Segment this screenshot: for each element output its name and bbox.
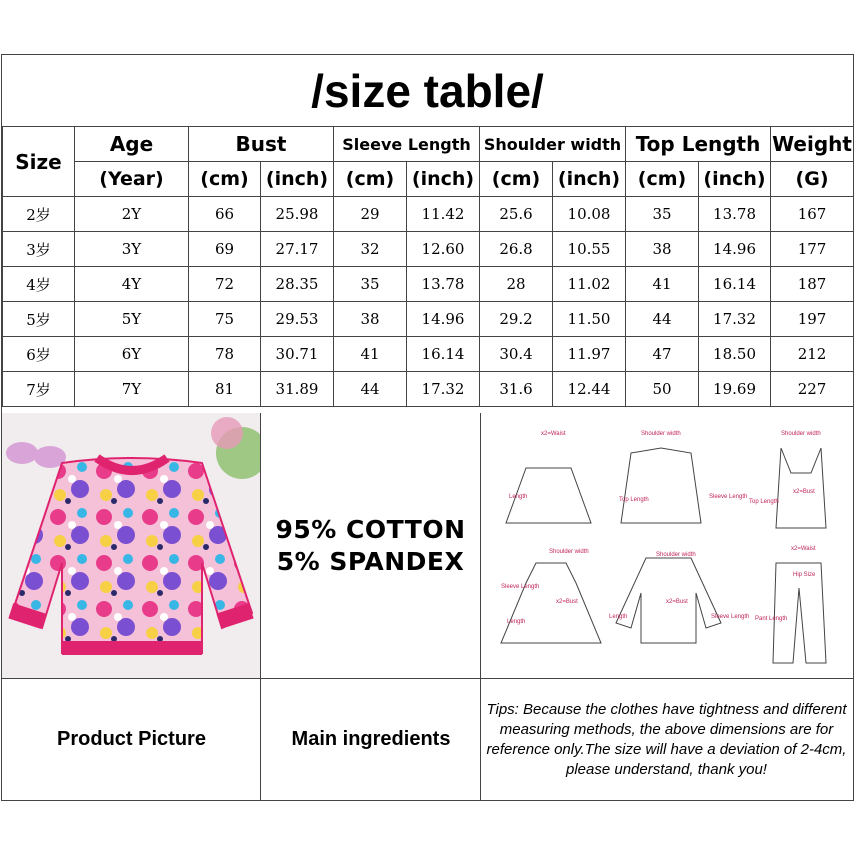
- cell-sleeve-in: 17.32: [407, 372, 480, 407]
- cell-age: 7Y: [75, 372, 189, 407]
- page-title: /size table/: [2, 55, 853, 127]
- header-top-length: Top Length: [626, 127, 771, 162]
- header-top-cm: (cm): [626, 162, 699, 197]
- cell-shoulder-in: 11.97: [553, 337, 626, 372]
- diagram-length-label-2: Length: [507, 619, 526, 625]
- header-shoulder-cm: (cm): [480, 162, 553, 197]
- table-row: [3, 232, 854, 267]
- cell-bust-in: 30.71: [261, 337, 334, 372]
- main-ingredients-label: Main ingredients: [291, 728, 451, 750]
- cell-weight: 187: [771, 267, 854, 302]
- cell-shoulder-in: 10.08: [553, 197, 626, 232]
- size-table: [2, 126, 854, 407]
- cell-weight: 167: [771, 197, 854, 232]
- cell-age: 5Y: [75, 302, 189, 337]
- table-row: [3, 267, 854, 302]
- cell-age: 2Y: [75, 197, 189, 232]
- tips-text: Tips: Because the clothes have tightness and different measuring methods, the above dimensions are for reference only.The size will have a deviation of 2-4cm, please understand, thank you!: [486, 700, 847, 778]
- ingredient-cotton: 95% COTTON: [275, 514, 466, 544]
- dress-icon: [501, 563, 601, 643]
- diagram-length-label-1: Length: [509, 494, 528, 500]
- diagram-sleeve-length-label-1: Sleeve Length: [709, 494, 748, 500]
- diagram-shoulder-label-1: Shoulder width: [641, 431, 681, 437]
- cell-top-cm: 50: [626, 372, 699, 407]
- cell-bust-in: 31.89: [261, 372, 334, 407]
- cell-size: 7岁: [3, 372, 75, 407]
- header-age: Age: [75, 127, 189, 162]
- cell-shoulder-in: 10.55: [553, 232, 626, 267]
- header-row-1: [3, 127, 854, 162]
- header-shoulder-inch: (inch): [553, 162, 626, 197]
- cell-sleeve-cm: 38: [334, 302, 407, 337]
- table-row: [3, 337, 854, 372]
- table-row: [3, 372, 854, 407]
- jacket-icon: [621, 448, 701, 523]
- cell-bust-in: 25.98: [261, 197, 334, 232]
- ingredient-spandex: 5% SPANDEX: [276, 546, 465, 576]
- cell-sleeve-cm: 29: [334, 197, 407, 232]
- header-bust-cm: (cm): [189, 162, 261, 197]
- header-top-inch: (inch): [699, 162, 771, 197]
- diagram-bust-label-3: x2=Bust: [666, 599, 688, 605]
- vest-icon: [776, 448, 826, 528]
- diagram-pant-length-label: Pant Length: [755, 616, 788, 622]
- diagram-top-length-label-1: Top Length: [619, 497, 649, 503]
- cell-sleeve-cm: 32: [334, 232, 407, 267]
- cell-top-in: 13.78: [699, 197, 771, 232]
- cell-shoulder-cm: 25.6: [480, 197, 553, 232]
- header-sleeve-inch: (inch): [407, 162, 480, 197]
- cell-sleeve-in: 16.14: [407, 337, 480, 372]
- cell-size: 2岁: [3, 197, 75, 232]
- cell-sleeve-in: 14.96: [407, 302, 480, 337]
- cell-shoulder-cm: 31.6: [480, 372, 553, 407]
- diagram-waist-label: x2=Waist: [541, 431, 566, 437]
- pants-icon: [773, 563, 826, 663]
- cell-age: 4Y: [75, 267, 189, 302]
- diagram-sleeve-length-label-2: Sleeve Length: [501, 584, 540, 590]
- cell-weight: 177: [771, 232, 854, 267]
- cell-bust-cm: 78: [189, 337, 261, 372]
- cell-top-in: 14.96: [699, 232, 771, 267]
- cell-top-cm: 35: [626, 197, 699, 232]
- cell-shoulder-cm: 28: [480, 267, 553, 302]
- cell-sleeve-cm: 41: [334, 337, 407, 372]
- diagram-shoulder-label-2: Shoulder width: [781, 431, 821, 437]
- product-picture-label: Product Picture: [57, 728, 206, 750]
- cell-sleeve-cm: 35: [334, 267, 407, 302]
- cell-top-cm: 47: [626, 337, 699, 372]
- diagram-sleeve-length-label-3: Sleeve Length: [711, 614, 750, 620]
- cell-size: 5岁: [3, 302, 75, 337]
- cell-shoulder-in: 11.02: [553, 267, 626, 302]
- cell-shoulder-in: 11.50: [553, 302, 626, 337]
- cell-top-in: 18.50: [699, 337, 771, 372]
- cell-top-in: 19.69: [699, 372, 771, 407]
- cell-bust-cm: 66: [189, 197, 261, 232]
- cell-weight: 227: [771, 372, 854, 407]
- cell-size: 3岁: [3, 232, 75, 267]
- cell-age: 6Y: [75, 337, 189, 372]
- cell-bust-in: 28.35: [261, 267, 334, 302]
- cell-shoulder-cm: 26.8: [480, 232, 553, 267]
- header-size: Size: [3, 127, 75, 197]
- diagram-bust-label-1: x2=Bust: [793, 489, 815, 495]
- diagram-hip-label: Hip Size: [793, 572, 816, 578]
- cell-top-cm: 38: [626, 232, 699, 267]
- header-sleeve-cm: (cm): [334, 162, 407, 197]
- cell-age: 3Y: [75, 232, 189, 267]
- cell-sleeve-in: 12.60: [407, 232, 480, 267]
- cell-bust-cm: 72: [189, 267, 261, 302]
- cell-weight: 197: [771, 302, 854, 337]
- cell-bust-in: 29.53: [261, 302, 334, 337]
- bottom-section: [2, 413, 853, 800]
- cell-sleeve-in: 11.42: [407, 197, 480, 232]
- cell-size: 6岁: [3, 337, 75, 372]
- cell-top-in: 16.14: [699, 267, 771, 302]
- table-row: [3, 197, 854, 232]
- header-sleeve-length: Sleeve Length: [334, 127, 480, 162]
- cell-weight: 212: [771, 337, 854, 372]
- cell-shoulder-cm: 29.2: [480, 302, 553, 337]
- cell-sleeve-cm: 44: [334, 372, 407, 407]
- header-bust: Bust: [189, 127, 334, 162]
- cell-top-cm: 44: [626, 302, 699, 337]
- cell-top-cm: 41: [626, 267, 699, 302]
- header-row-2: [3, 162, 854, 197]
- diagram-length-label-3: Length: [609, 614, 628, 620]
- size-chart-frame: [1, 54, 854, 801]
- measurement-diagrams: [481, 413, 853, 678]
- cell-bust-cm: 69: [189, 232, 261, 267]
- header-weight-unit: (G): [771, 162, 854, 197]
- cell-top-in: 17.32: [699, 302, 771, 337]
- cell-shoulder-cm: 30.4: [480, 337, 553, 372]
- diagram-bust-label-2: x2=Bust: [556, 599, 578, 605]
- header-bust-inch: (inch): [261, 162, 334, 197]
- cell-size: 4岁: [3, 267, 75, 302]
- garment-diagrams: [481, 413, 853, 678]
- cell-bust-cm: 81: [189, 372, 261, 407]
- cell-sleeve-in: 13.78: [407, 267, 480, 302]
- diagram-waist-label-2: x2=Waist: [791, 546, 816, 552]
- cell-bust-in: 27.17: [261, 232, 334, 267]
- table-row: [3, 302, 854, 337]
- cell-shoulder-in: 12.44: [553, 372, 626, 407]
- header-age-unit: (Year): [75, 162, 189, 197]
- header-weight: Weight: [771, 127, 854, 162]
- diagram-shoulder-label-4: Shoulder width: [656, 552, 696, 558]
- diagram-shoulder-label-3: Shoulder width: [549, 549, 589, 555]
- diagram-top-length-label-2: Top Length: [749, 499, 779, 505]
- header-shoulder-width: Shoulder width: [480, 127, 626, 162]
- cell-bust-cm: 75: [189, 302, 261, 337]
